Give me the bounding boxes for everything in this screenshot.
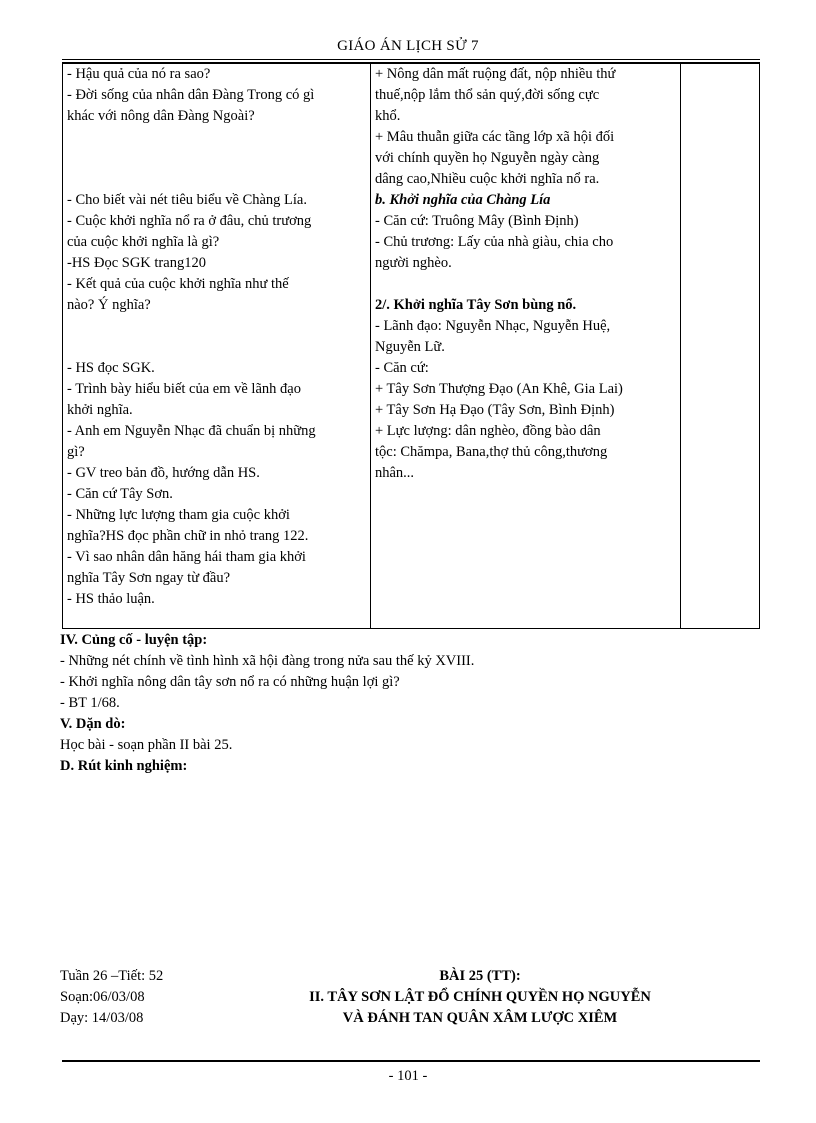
col1-line: - Vì sao nhân dân hăng hái tham gia khởi	[67, 549, 306, 565]
footer-rule	[62, 1060, 760, 1062]
col2-line: dâng cao,Nhiều cuộc khởi nghĩa nổ ra.	[375, 171, 600, 187]
notes-column	[681, 64, 760, 629]
col1-line: - Anh em Nguyễn Nhạc đã chuẩn bị những	[67, 423, 316, 439]
consolidation-item: - BT 1/68.	[60, 695, 120, 711]
col2-line: + Mâu thuẫn giữa các tầng lớp xã hội đối	[375, 129, 615, 145]
col1-line: - Những lực lượng tham gia cuộc khởi	[67, 507, 290, 523]
col1-line: -HS Đọc SGK trang120	[67, 255, 206, 271]
col1-line: - GV treo bản đồ, hướng dẫn HS.	[67, 465, 260, 481]
col1-line: - Cho biết vài nét tiêu biểu về Chàng Lía.	[67, 192, 307, 208]
teacher-activity-column	[63, 64, 371, 629]
next-lesson-title-block	[250, 966, 710, 1029]
col1-line: - HS thảo luận.	[67, 591, 155, 607]
col1-line: - Hậu quả của nó ra sao?	[67, 66, 211, 82]
col2-line: - Chủ trương: Lấy của nhà giàu, chia cho	[375, 234, 614, 250]
week-period: Tuần 26 –Tiết: 52	[60, 968, 164, 984]
homework-text: Học bài - soạn phần II bài 25.	[60, 737, 233, 753]
taught-date: Dạy: 14/03/08	[60, 1010, 144, 1026]
col1-line: nghĩa?HS đọc phần chữ in nhỏ trang 122.	[67, 528, 309, 544]
col1-line: gì?	[67, 444, 85, 460]
col2-line: - Căn cứ:	[375, 360, 429, 376]
col2-line: người nghèo.	[375, 255, 452, 271]
lesson-number: BÀI 25 (TT):	[439, 968, 521, 984]
col1-line: - Căn cứ Tây Sơn.	[67, 486, 173, 502]
col2-line: + Nông dân mất ruộng đất, nộp nhiều thứ	[375, 66, 616, 82]
consolidation-item: - Khởi nghĩa nông dân tây sơn nổ ra có những huận lợi gì?	[60, 674, 400, 690]
col2-line: với chính quyền họ Nguyễn ngày càng	[375, 150, 600, 166]
consolidation-item: - Những nét chính về tình hình xã hội đàng trong nửa sau thế kỷ XVIII.	[60, 653, 475, 669]
lesson-subtitle: II. TÂY SƠN LẬT ĐỔ CHÍNH QUYỀN HỌ NGUYỄN	[309, 989, 651, 1005]
col2-line: Nguyễn Lữ.	[375, 339, 445, 355]
post-table-section	[60, 630, 760, 777]
lesson-meta	[60, 966, 260, 1029]
content-column	[371, 64, 681, 629]
section-heading-chang-lia: b. Khởi nghĩa của Chàng Lía	[375, 192, 551, 208]
blank-line	[375, 274, 676, 295]
lesson-subtitle: VÀ ĐÁNH TAN QUÂN XÂM LƯỢC XIÊM	[342, 1010, 618, 1026]
col2-line: - Lãnh đạo: Nguyễn Nhạc, Nguyễn Huệ,	[375, 318, 611, 334]
col2-line: - Căn cứ: Truông Mây (Bình Định)	[375, 213, 579, 229]
col1-line: - Cuộc khởi nghĩa nổ ra ở đâu, chủ trương	[67, 213, 312, 229]
col2-line: + Lực lượng: dân nghèo, đồng bào dân	[375, 423, 601, 439]
col2-line: khổ.	[375, 108, 401, 124]
lesson-table	[62, 63, 760, 629]
col1-line: - Đời sống của nhân dân Đàng Trong có gì	[67, 87, 315, 103]
col2-line: + Tây Sơn Hạ Đạo (Tây Sơn, Bình Định)	[375, 402, 615, 418]
blank-line	[67, 316, 366, 358]
section-heading-tay-son: 2/. Khởi nghĩa Tây Sơn bùng nổ.	[375, 297, 577, 313]
col2-line: nhân...	[375, 465, 415, 481]
col1-line: nào? Ý nghĩa?	[67, 297, 151, 313]
col1-line: nghĩa Tây Sơn ngay từ đầu?	[67, 570, 231, 586]
blank-line	[67, 127, 366, 190]
col2-line: + Tây Sơn Thượng Đạo (An Khê, Gia Lai)	[375, 381, 623, 397]
col2-line: thuế,nộp lắm thổ sản quý,đời sống cực	[375, 87, 600, 103]
col1-line: - Trình bày hiểu biết của em về lãnh đạo	[67, 381, 301, 397]
homework-heading: V. Dặn dò:	[60, 716, 126, 732]
col1-line: - HS đọc SGK.	[67, 360, 155, 376]
consolidation-heading: IV. Củng cố - luyện tập:	[60, 632, 208, 648]
page-number: - 101 -	[388, 1068, 428, 1084]
col1-line: của cuộc khởi nghĩa là gì?	[67, 234, 220, 250]
col1-line: - Kết quả của cuộc khởi nghĩa như thế	[67, 276, 289, 292]
col2-line: tộc: Chămpa, Bana,thợ thủ công,thương	[375, 444, 608, 460]
prepared-date: Soạn:06/03/08	[60, 989, 145, 1005]
page-header-title: GIÁO ÁN LỊCH SỬ 7	[337, 38, 479, 54]
experience-heading: D. Rút kinh nghiệm:	[60, 758, 188, 774]
col1-line: khởi nghĩa.	[67, 402, 133, 418]
col1-line: khác với nông dân Đàng Ngoài?	[67, 108, 255, 124]
